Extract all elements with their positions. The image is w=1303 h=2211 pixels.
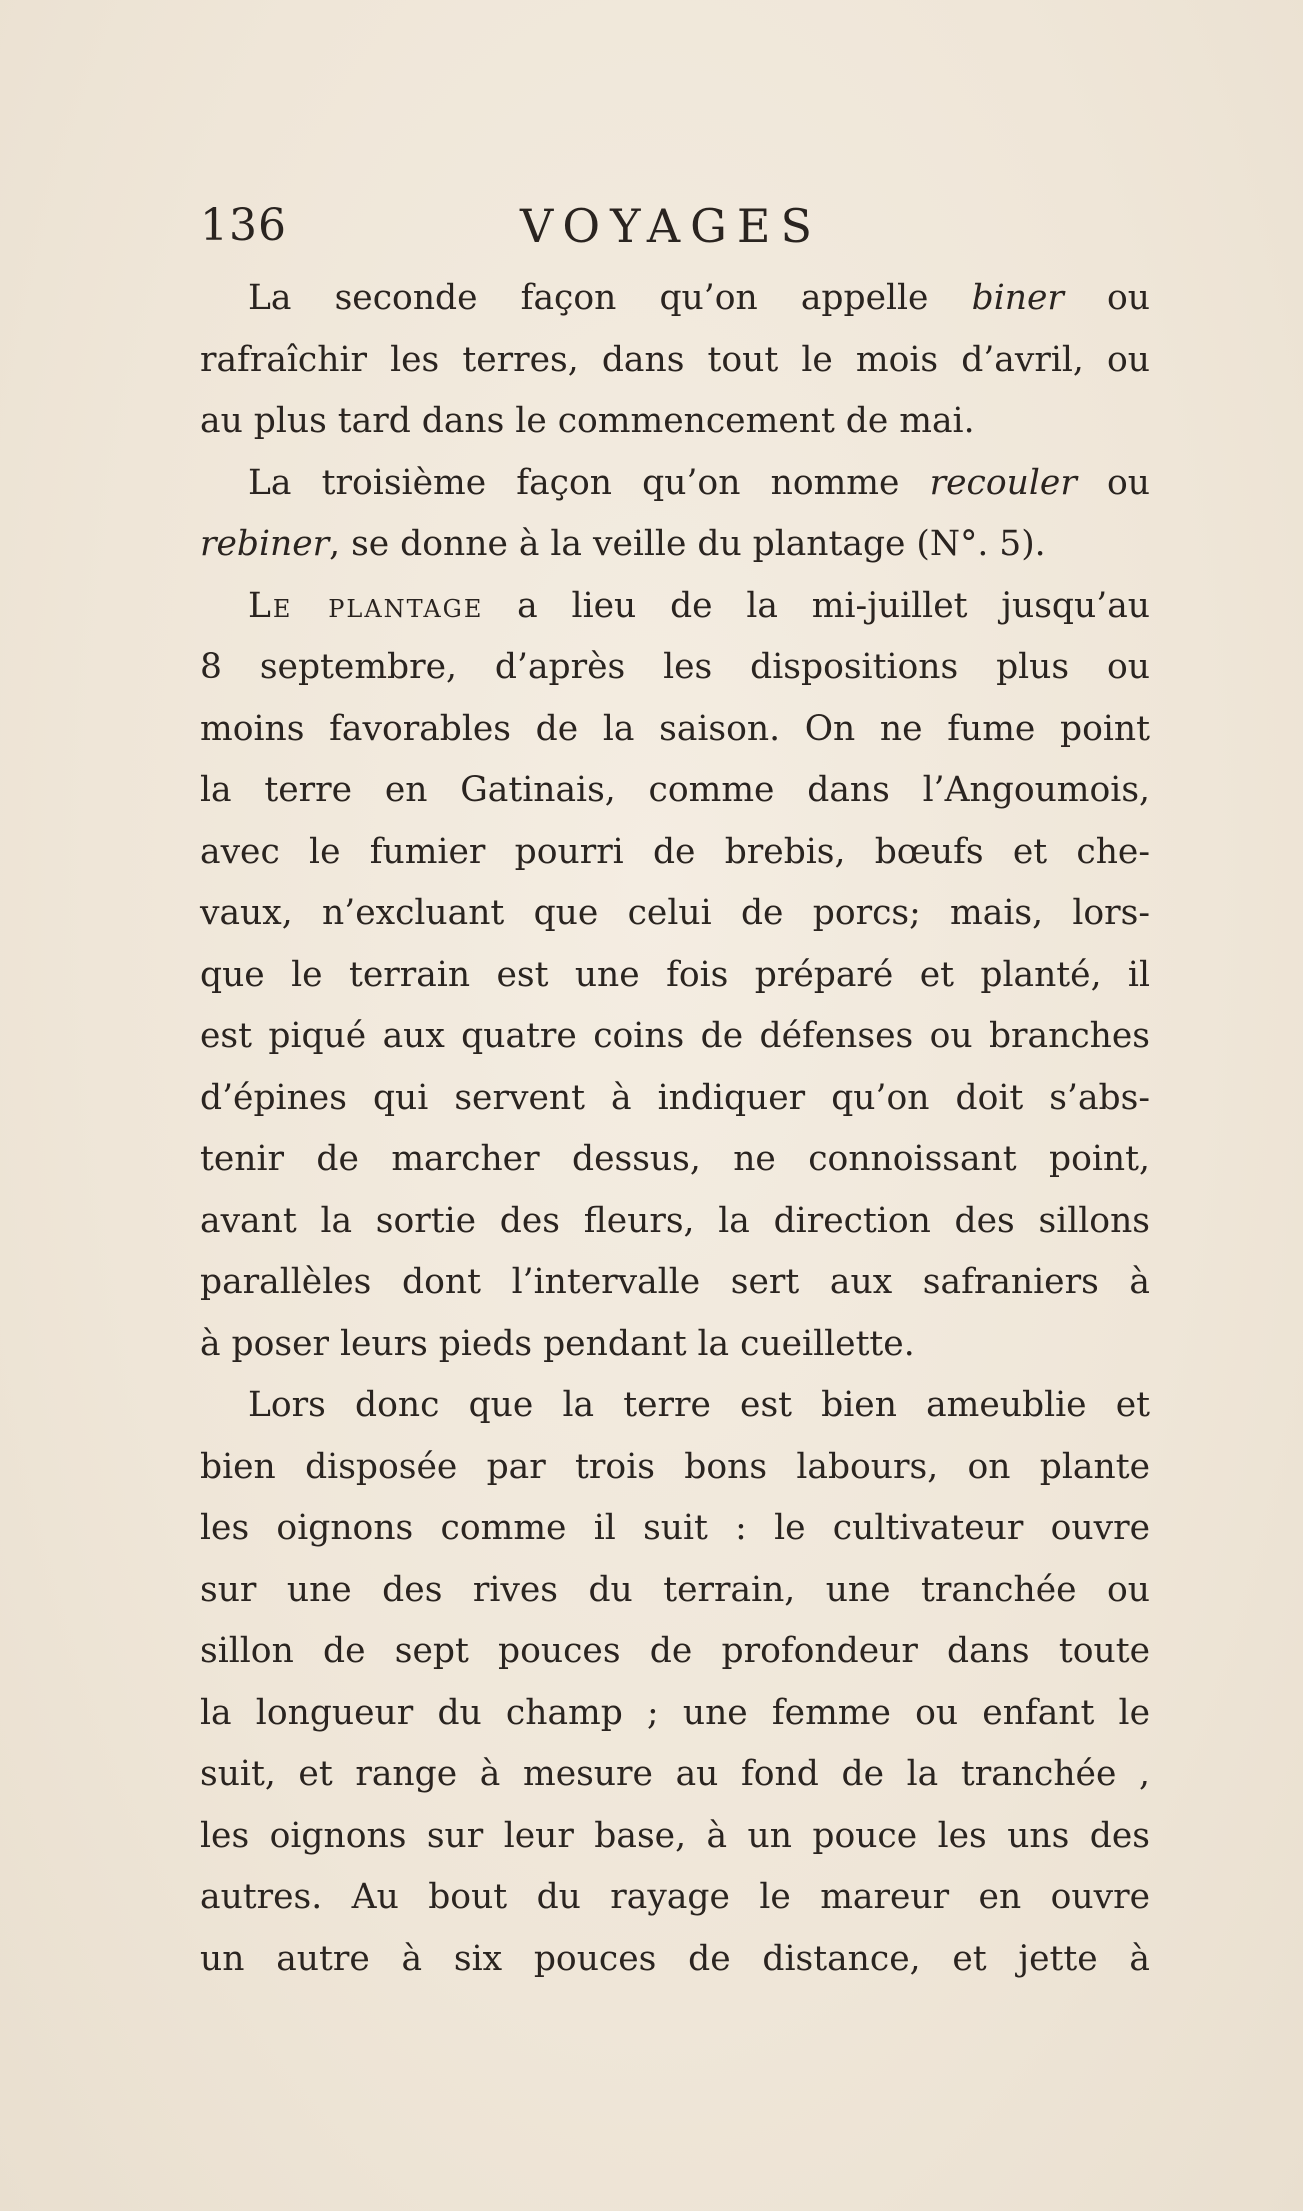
text-line: autres. Au bout du rayage le mareur en ouvre — [200, 1877, 1150, 1917]
text-line: Le plantage a lieu de la mi-juillet jusqu’au — [248, 585, 1150, 626]
text-line: rafraîchir les terres, dans tout le mois d’avril, ou — [200, 339, 1150, 380]
text-line: la terre en Gatinais, comme dans l’Angoumois, — [200, 770, 1150, 810]
running-title: VOYAGES — [520, 199, 822, 253]
text-line: à poser leurs pieds pendant la cueillette. — [200, 1323, 915, 1364]
text-line: La seconde façon qu’on appelle biner ou — [248, 278, 1150, 318]
text-line: au plus tard dans le commencement de mai. — [200, 401, 975, 441]
text-line: avant la sortie des fleurs, la direction des sillons — [200, 1200, 1150, 1241]
text-line: sillon de sept pouces de profondeur dans toute — [200, 1631, 1150, 1671]
page-number: 136 — [200, 200, 287, 251]
text-line: moins favorables de la saison. On ne fume point — [200, 708, 1150, 749]
text-line: est piqué aux quatre coins de défenses ou branches — [200, 1016, 1150, 1056]
text-line: rebiner, se donne à la veille du plantage (N°. 5). — [200, 524, 1046, 564]
text-line: un autre à six pouces de distance, et jette à — [200, 1938, 1150, 1979]
text-line: tenir de marcher dessus, ne connoissant point, — [200, 1139, 1150, 1179]
text-line: vaux, n’excluant que celui de porcs; mais, lors- — [200, 893, 1150, 933]
text-line: parallèles dont l’intervalle sert aux safraniers à — [200, 1262, 1150, 1302]
text-line: que le terrain est une fois préparé et planté, il — [200, 954, 1150, 995]
text-line: les oignons sur leur base, à un pouce les uns des — [200, 1815, 1150, 1856]
text-line: 8 septembre, d’après les dispositions plus ou — [200, 647, 1150, 687]
text-line: Lors donc que la terre est bien ameublie et — [248, 1385, 1150, 1425]
text-line: les oignons comme il suit : le cultivateur ouvre — [200, 1508, 1150, 1548]
page-header — [200, 196, 1150, 256]
text-line: sur une des rives du terrain, une tranchée ou — [200, 1569, 1150, 1610]
text-line: avec le fumier pourri de brebis, bœufs et che- — [200, 831, 1150, 872]
text-line: La troisième façon qu’on nomme recouler ou — [248, 462, 1150, 503]
text-line: bien disposée par trois bons labours, on plante — [200, 1446, 1150, 1487]
text-line: la longueur du champ ; une femme ou enfant le — [200, 1692, 1150, 1733]
text-line: suit, et range à mesure au fond de la tranchée , — [200, 1754, 1150, 1794]
text-line: d’épines qui servent à indiquer qu’on doit s’abs- — [200, 1077, 1150, 1118]
body-text — [200, 268, 1150, 1990]
